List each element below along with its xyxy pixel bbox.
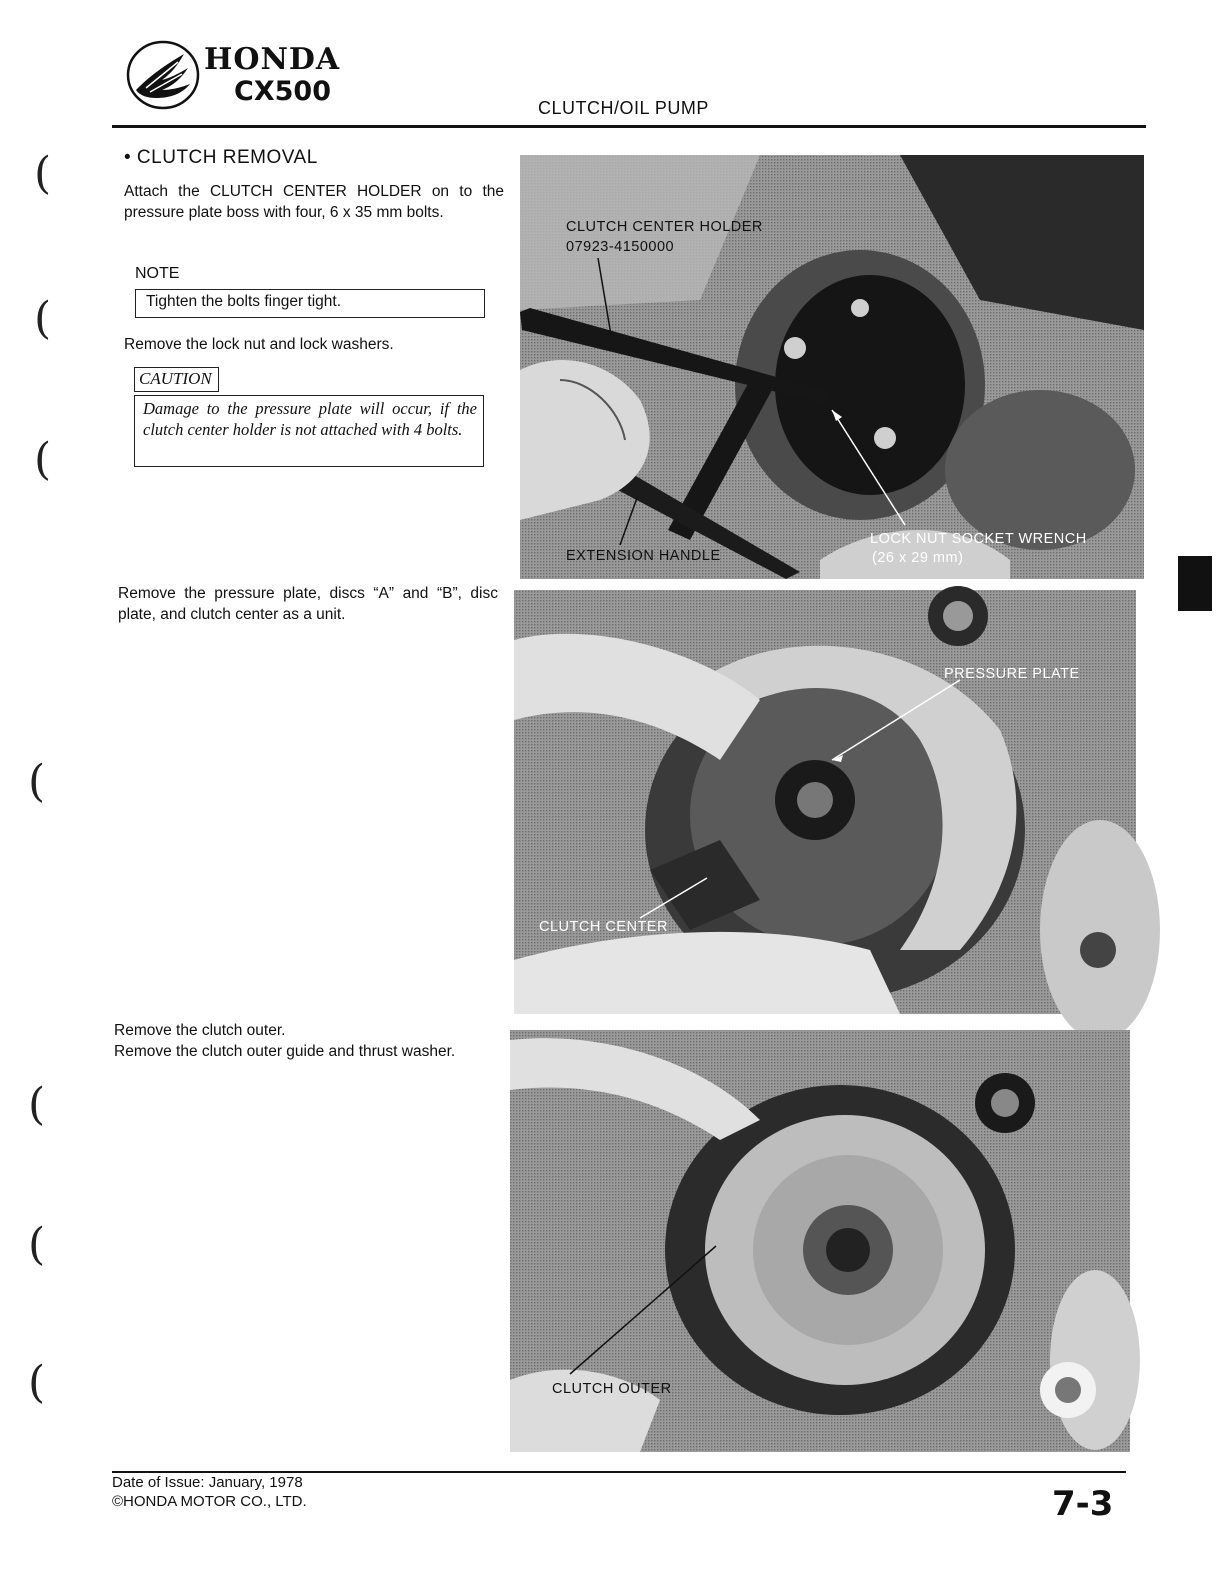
label-extension-handle: EXTENSION HANDLE xyxy=(566,548,721,564)
caution-box: Damage to the pressure plate will occur, if the clutch center holder is not attached with 4 bolts. xyxy=(134,395,484,467)
label-clutch-center-holder: CLUTCH CENTER HOLDER xyxy=(566,219,763,235)
section-title: CLUTCH/OIL PUMP xyxy=(538,98,709,118)
binding-hole-mark: ( xyxy=(34,293,52,344)
binding-hole-mark: ( xyxy=(28,1079,46,1130)
label-holder-part-number: 07923-4150000 xyxy=(566,239,675,255)
step-attach-holder: Attach the CLUTCH CENTER HOLDER on to the pressure plate boss with four, 6 x 35 mm bolts. xyxy=(124,183,504,221)
model-name: CX500 xyxy=(234,76,331,107)
binding-hole-mark: ( xyxy=(34,148,52,199)
label-clutch-center: CLUTCH CENTER xyxy=(539,919,668,935)
label-wrench-size: (26 x 29 mm) xyxy=(872,550,964,566)
step-remove-outer-guide-line: Remove the clutch outer guide and thrust washer. xyxy=(114,1043,456,1060)
section-heading: • CLUTCH REMOVAL xyxy=(124,147,318,168)
step-remove-lock-nut: Remove the lock nut and lock washers. xyxy=(124,336,394,353)
step-remove-pressure-plate: Remove the pressure plate, discs “A” and “B”, disc plate, and clutch center as a unit. xyxy=(118,585,498,623)
page-number: 7-3 xyxy=(1052,1484,1114,1524)
binding-hole-mark: ( xyxy=(34,434,52,485)
binding-hole-mark: ( xyxy=(28,756,46,807)
caution-label: CAUTION xyxy=(134,367,219,392)
label-clutch-outer: CLUTCH OUTER xyxy=(552,1381,672,1397)
step-remove-clutch-outer-line: Remove the clutch outer. xyxy=(114,1022,286,1039)
label-pressure-plate: PRESSURE PLATE xyxy=(944,666,1080,682)
note-box: Tighten the bolts finger tight. xyxy=(135,289,485,318)
footer-rule xyxy=(112,1471,1126,1473)
note-label: NOTE xyxy=(135,265,180,282)
binding-hole-mark: ( xyxy=(28,1357,46,1408)
label-lock-nut-socket-wrench: LOCK NUT SOCKET WRENCH xyxy=(870,531,1087,547)
issue-date: Date of Issue: January, 1978 xyxy=(112,1474,303,1491)
binding-hole-mark: ( xyxy=(28,1219,46,1270)
copyright: ©HONDA MOTOR CO., LTD. xyxy=(112,1493,307,1510)
section-index-tab xyxy=(1178,556,1212,611)
brand-name: HONDA xyxy=(204,42,341,77)
photo-pressure-plate-removal xyxy=(514,586,1160,1040)
